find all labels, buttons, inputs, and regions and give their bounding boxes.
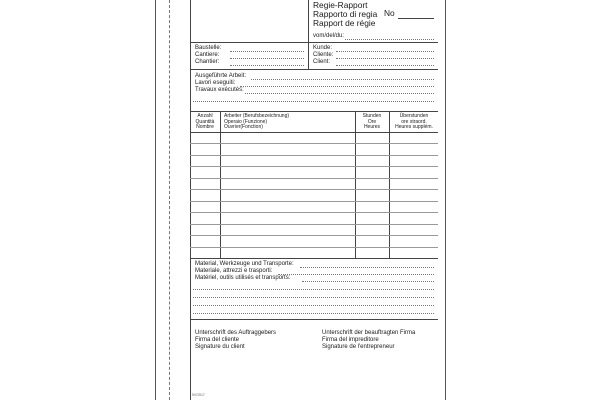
material-write-line — [193, 305, 434, 306]
material-line-3 — [302, 281, 434, 282]
col-header-overtime: Überstunden ore straord. Heures supplém. — [395, 113, 433, 130]
table-header-rule — [190, 132, 438, 133]
client-divider — [308, 42, 309, 69]
site-label-fr: Chantier: — [195, 59, 220, 65]
site-line-1 — [230, 51, 304, 52]
title-line-it: Rapporto di regia — [313, 9, 378, 19]
work-line-1 — [251, 79, 434, 80]
signature-right-it: Firma del impreditore — [322, 337, 379, 343]
work-label-de: Ausgeführte Arbeit: — [195, 73, 247, 79]
title-line-fr: Rapport de régie — [313, 18, 376, 28]
material-write-line — [193, 289, 434, 290]
signature-right — [322, 330, 415, 351]
table-row-line — [190, 178, 438, 179]
number-label: No — [384, 8, 395, 18]
client-line-1 — [336, 51, 434, 52]
client-line-3 — [336, 65, 434, 66]
signature-right-fr: Signature de l'entrepreneur — [322, 344, 395, 350]
table-row-line — [190, 224, 438, 225]
work-label-it: Lavori eseguiti: — [195, 80, 236, 86]
work-label-fr: Travaux exécutés: — [195, 87, 244, 93]
client-label-it: Cliente: — [313, 52, 334, 58]
signature-right-de: Unterschrift der beauftragten Firma — [322, 330, 416, 336]
form-code: 5VO517 — [192, 393, 205, 397]
table-row-line — [190, 143, 438, 144]
table-row-line — [190, 155, 438, 156]
work-line-3 — [245, 93, 434, 94]
col-header-worker: Arbeiter (Berufsbezeichnung) Operaio (Funzione) Ouvrier(Fonction) — [224, 113, 290, 130]
material-label-it: Materiale, attrezzi e trasporti: — [195, 268, 273, 274]
table-row-line — [190, 166, 438, 167]
table-row-line — [190, 189, 438, 190]
table-row-line — [190, 201, 438, 202]
client-line-2 — [336, 58, 434, 59]
table-row-line — [190, 235, 438, 236]
number-field — [398, 18, 434, 19]
report-title — [313, 1, 377, 28]
site-label-de: Baustelle: — [195, 45, 222, 51]
material-write-line — [193, 313, 434, 314]
material-write-line — [193, 297, 434, 298]
table-row-line — [190, 247, 438, 248]
header-bottom-rule — [190, 42, 438, 43]
client-bottom-rule — [190, 69, 438, 70]
title-line-de: Regie-Rapport — [313, 0, 368, 10]
material-label-de: Material, Werkzeuge und Transporte: — [195, 261, 294, 267]
table-bottom-rule — [190, 258, 438, 259]
client-label-de: Kunde: — [313, 45, 333, 51]
material-line-1 — [300, 267, 434, 268]
client-label-fr: Client: — [313, 59, 331, 65]
header-divider — [308, 0, 309, 42]
col-header-quantity: Anzahl Quantità Nombre — [195, 113, 215, 130]
date-label: vom/del/du: — [313, 33, 345, 39]
signature-left — [195, 330, 276, 351]
material-bottom-rule — [190, 319, 438, 320]
date-field — [345, 39, 434, 40]
site-line-3 — [230, 65, 304, 66]
signature-left-de: Unterschrift des Auftraggebers — [195, 330, 277, 336]
signature-left-it: Firma del cliente — [195, 337, 240, 343]
signature-left-fr: Signature du client — [195, 344, 245, 350]
col-header-hours: Stunden Ore Heures — [362, 113, 382, 130]
perforation-line — [169, 0, 170, 400]
material-label-fr: Matériel, outils utilisés et transports: — [195, 275, 291, 281]
site-label-it: Cantiere: — [195, 52, 220, 58]
work-line-4 — [193, 101, 434, 102]
work-line-2 — [240, 86, 434, 87]
material-line-2 — [278, 274, 434, 275]
site-line-2 — [230, 58, 304, 59]
work-bottom-rule — [190, 111, 438, 112]
table-row-line — [190, 212, 438, 213]
